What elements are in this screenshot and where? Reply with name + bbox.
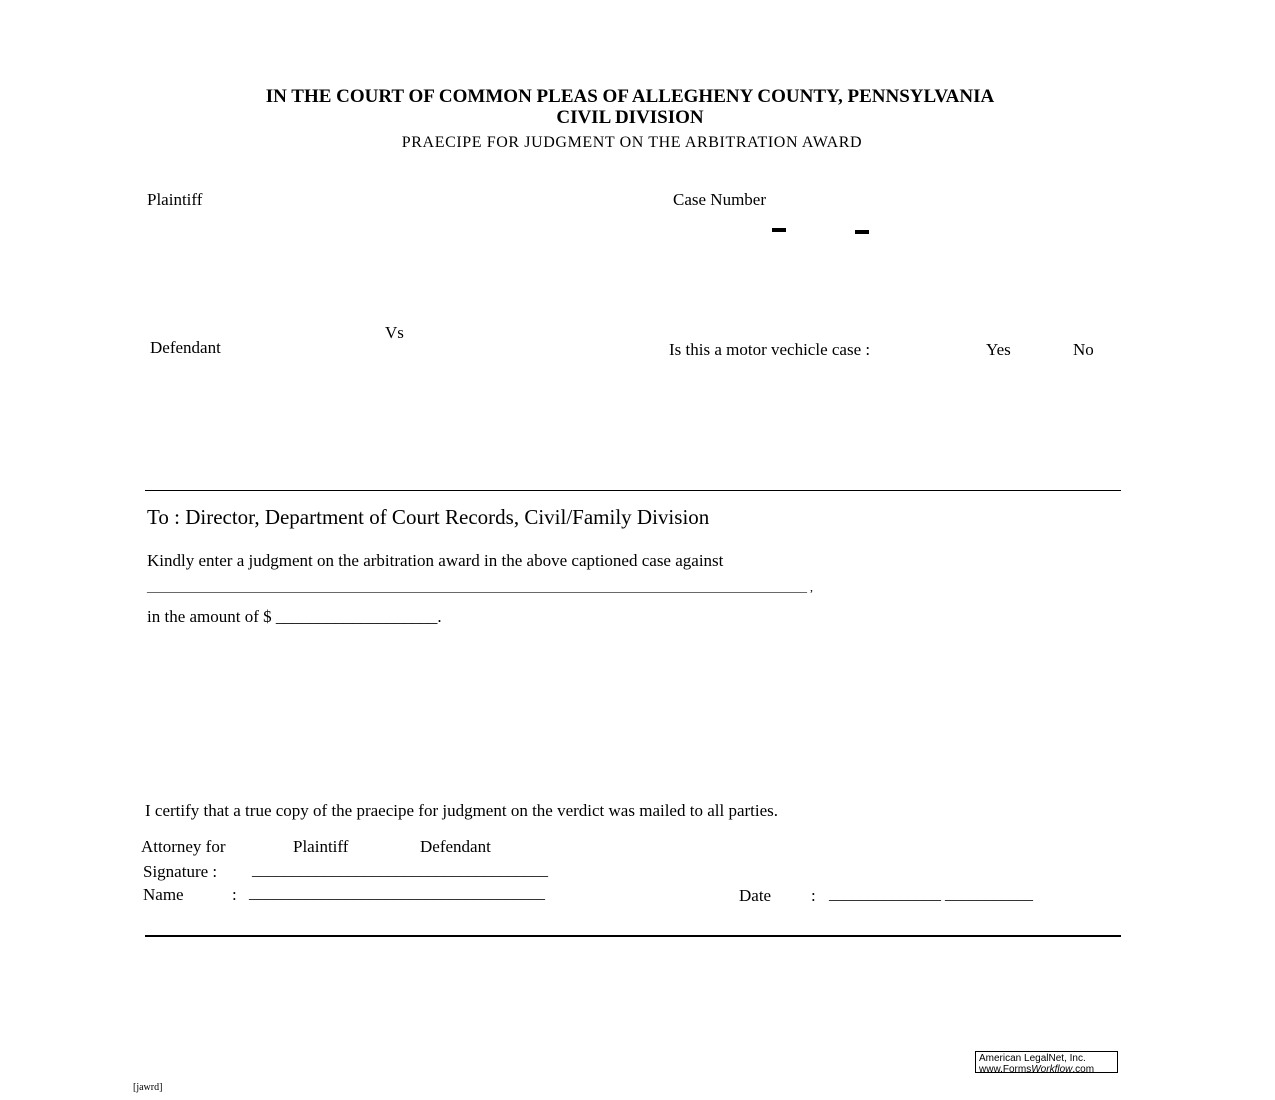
certify-text: I certify that a true copy of the praecipe for judgment on the verdict was mailed to all parties.: [145, 801, 779, 820]
brand-url-prefix: www.Forms: [979, 1064, 1032, 1075]
case-number-separator-2: [855, 230, 869, 234]
amount-line[interactable]: in the amount of $ ___________________.: [147, 607, 442, 626]
request-text: Kindly enter a judgment on the arbitration award in the above captioned case against: [147, 551, 724, 570]
name-field[interactable]: _____________________________________: [249, 885, 545, 902]
name-colon: :: [232, 885, 237, 904]
brand-line-1: American LegalNet, Inc.: [979, 1053, 1086, 1064]
attorney-defendant-option[interactable]: Defendant: [420, 837, 491, 856]
signature-label: Signature :: [143, 862, 218, 881]
bottom-divider: [145, 935, 1121, 937]
brand-url-italic: Workflow: [1031, 1064, 1073, 1075]
brand-url-suffix: .com: [1072, 1064, 1095, 1075]
vs-label: Vs: [385, 323, 404, 342]
against-party-field[interactable]: ______________________________________________________________________________________________________________ ,: [147, 580, 813, 594]
division-name: CIVIL DIVISION: [556, 107, 704, 128]
to-line: To : Director, Department of Court Records, Civil/Family Division: [147, 505, 710, 529]
case-number-label: Case Number: [673, 190, 767, 209]
form-code: [jawrd]: [133, 1082, 163, 1093]
signature-field[interactable]: _____________________________________: [252, 862, 548, 879]
name-label: Name: [143, 885, 184, 904]
brand-box: [975, 1051, 1118, 1073]
attorney-plaintiff-option[interactable]: Plaintiff: [293, 837, 349, 856]
plaintiff-label: Plaintiff: [147, 190, 203, 209]
brand-line-2: [979, 1064, 1114, 1075]
motor-vehicle-question: Is this a motor vechicle case :: [669, 340, 871, 359]
defendant-label: Defendant: [150, 338, 221, 357]
date-label: Date: [739, 886, 772, 905]
case-number-separator-1: [772, 228, 786, 232]
form-title: PRAECIPE FOR JUDGMENT ON THE ARBITRATION AWARD: [401, 134, 863, 151]
motor-vehicle-yes-option[interactable]: Yes: [986, 340, 1011, 359]
motor-vehicle-no-option[interactable]: No: [1073, 340, 1094, 359]
date-colon: :: [811, 886, 816, 905]
court-name: IN THE COURT OF COMMON PLEAS OF ALLEGHENY COUNTY, PENNSYLVANIA: [265, 86, 995, 107]
section-divider: [145, 490, 1121, 491]
date-field[interactable]: ______________ ___________: [829, 886, 1033, 903]
attorney-for-label: Attorney for: [141, 837, 226, 856]
